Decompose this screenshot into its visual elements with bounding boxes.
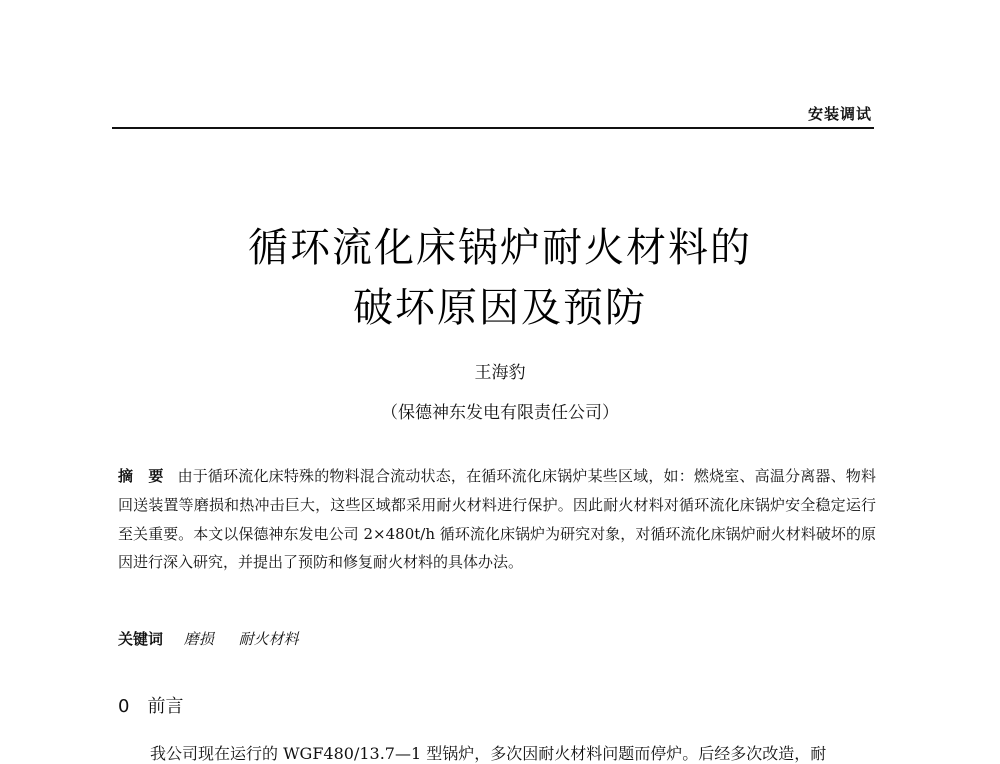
- abstract-label: 摘 要: [118, 467, 164, 485]
- section-title: 前言: [147, 696, 184, 717]
- body-paragraph: 我公司现在运行的 WGF480/13.7—1 型锅炉，多次因耐火材料问题而停炉。后经多次改造，耐: [150, 744, 827, 763]
- section-tag: 安装调试: [807, 105, 872, 123]
- keywords: [118, 628, 319, 649]
- section-number: 0: [118, 696, 130, 717]
- abstract: [118, 462, 876, 577]
- abstract-text: 由于循环流化床特殊的物料混合流动状态，在循环流化床锅炉某些区域，如：燃烧室、高温分离器、物料回送装置等磨损和热冲击巨大，这些区域都采用耐火材料进行保护。因此耐火材料对循环流化床锅炉安全稳定运行至关重要。本文以保德神东发电公司 2×480t/h 循环流化床锅炉为研究对象，对循环流化床锅炉耐火材料破坏的原因进行深入研究，并提出了预防和修复耐火材料的具体办法。: [118, 467, 876, 572]
- header-rule: [112, 127, 874, 129]
- section-heading: [118, 692, 183, 718]
- paper-title: [0, 218, 1000, 338]
- author-affiliation: （保德神东发电有限责任公司）: [381, 403, 619, 423]
- keyword-item: 磨损: [183, 630, 214, 648]
- keyword-item: 耐火材料: [238, 630, 299, 648]
- title-line-2: 破坏原因及预防: [353, 285, 647, 331]
- author-name: 王海豹: [474, 363, 526, 383]
- title-line-1: 循环流化床锅炉耐火材料的: [248, 225, 752, 271]
- keywords-label: 关键词: [118, 630, 164, 648]
